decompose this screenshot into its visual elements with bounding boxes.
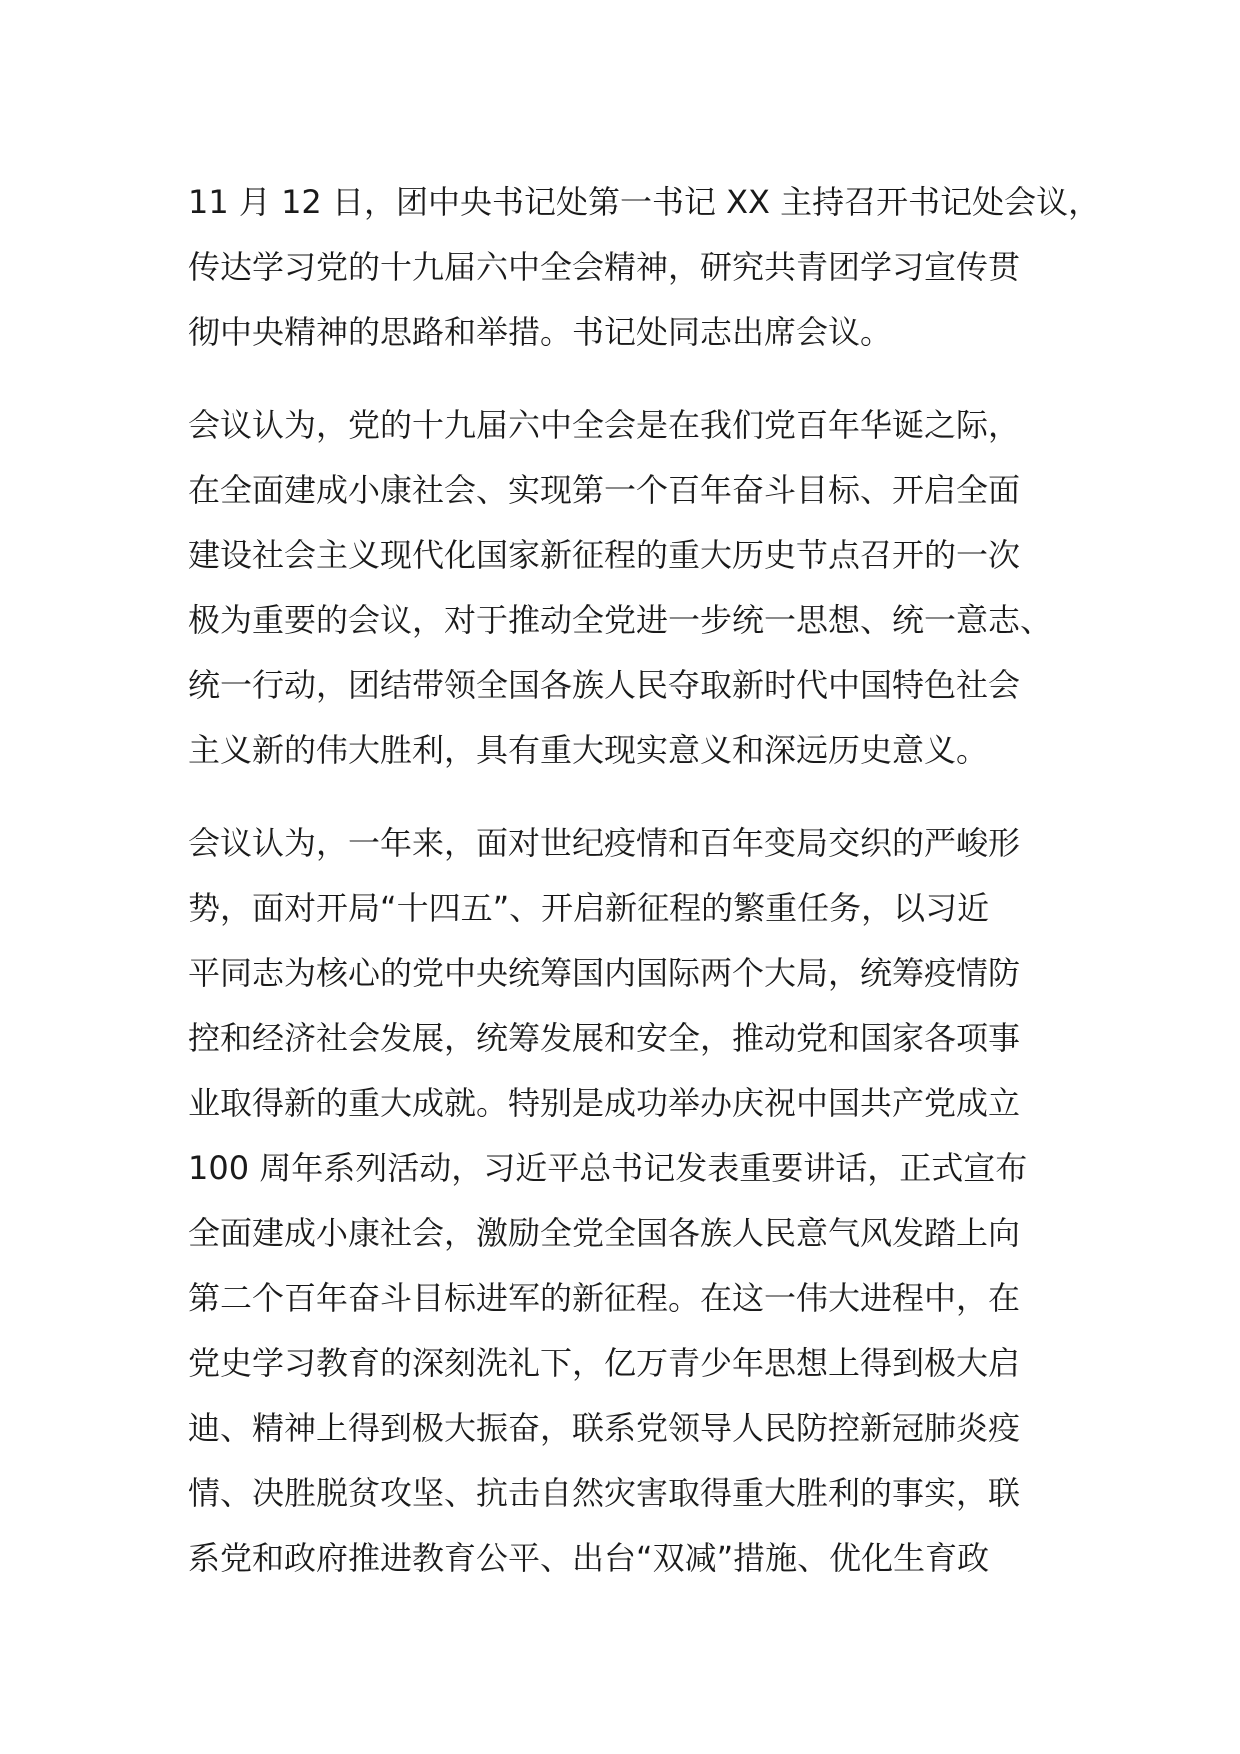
text-line: 100 周年系列活动，习近平总书记发表重要讲话，正式宣布 — [188, 1149, 1028, 1187]
text-line: 系党和政府推进教育公平、出台“双减”措施、优化生育政 — [188, 1539, 990, 1577]
paragraph-1 — [188, 170, 1101, 365]
text-line: 迪、精神上得到极大振奋，联系党领导人民防控新冠肺炎疫 — [188, 1409, 1021, 1447]
text-line: 第二个百年奋斗目标进军的新征程。在这一伟大进程中，在 — [188, 1279, 1021, 1317]
paragraph-2 — [188, 393, 1088, 783]
text-line: 主义新的伟大胜利，具有重大现实意义和深远历史意义。 — [188, 731, 989, 769]
text-line: 传达学习党的十九届六中全会精神，研究共青团学习宣传贯 — [188, 248, 1021, 286]
text-line: 控和经济社会发展，统筹发展和安全，推动党和国家各项事 — [188, 1019, 1021, 1057]
text-line: 业取得新的重大成就。特别是成功举办庆祝中国共产党成立 — [188, 1084, 1021, 1122]
text-line: 情、决胜脱贫攻坚、抗击自然灾害取得重大胜利的事实，联 — [188, 1474, 1021, 1512]
text-line: 统一行动，团结带领全国各族人民夺取新时代中国特色社会 — [188, 666, 1021, 704]
text-line: 会议认为，一年来，面对世纪疫情和百年变局交织的严峻形 — [188, 824, 1021, 862]
text-line: 极为重要的会议，对于推动全党进一步统一思想、统一意志、 — [188, 601, 1053, 639]
text-line: 势，面对开局“十四五”、开启新征程的繁重任务，以习近 — [188, 889, 990, 927]
text-line: 全面建成小康社会，激励全党全国各族人民意气风发踏上向 — [188, 1214, 1021, 1252]
text-line: 会议认为，党的十九届六中全会是在我们党百年华诞之际， — [188, 406, 1021, 444]
text-line: 建设社会主义现代化国家新征程的重大历史节点召开的一次 — [188, 536, 1021, 574]
text-line: 彻中央精神的思路和举措。书记处同志出席会议。 — [188, 313, 893, 351]
text-line: 党史学习教育的深刻洗礼下，亿万青少年思想上得到极大启 — [188, 1344, 1021, 1382]
document-body — [188, 170, 1101, 1619]
text-line: 在全面建成小康社会、实现第一个百年奋斗目标、开启全面 — [188, 471, 1021, 509]
paragraph-3 — [188, 811, 1088, 1591]
text-line: 11 月 12 日，团中央书记处第一书记 XX 主持召开书记处会议， — [188, 183, 1101, 221]
text-line: 平同志为核心的党中央统筹国内国际两个大局，统筹疫情防 — [188, 954, 1021, 992]
